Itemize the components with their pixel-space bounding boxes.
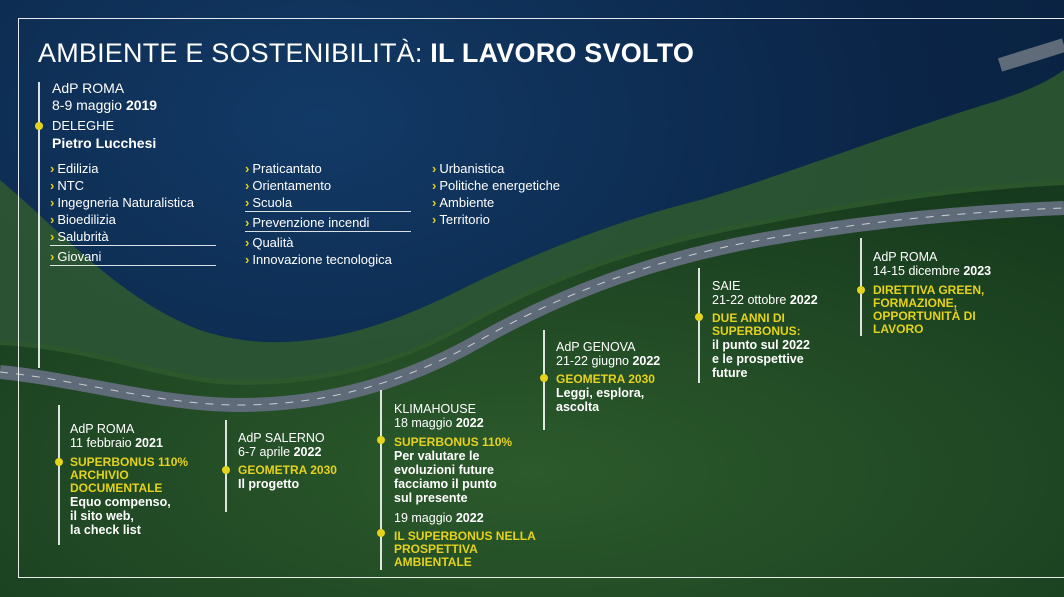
event-location: AdP GENOVA xyxy=(556,340,636,354)
event-genova-2022 xyxy=(556,340,660,414)
event-year-2: 2022 xyxy=(455,511,484,525)
event-desc: Equo compenso, il sito web, la check list xyxy=(70,495,171,537)
event-year: 2022 xyxy=(632,354,661,368)
deleghe-list-1 xyxy=(50,160,216,266)
event-roma-2021 xyxy=(70,422,220,537)
title-light: AMBIENTE E SOSTENIBILITÀ: xyxy=(38,38,431,68)
event-date: 21-22 giugno xyxy=(556,354,633,368)
list-item: › Urbanistica xyxy=(432,161,505,176)
event-highlight: DIRETTIVA GREEN, FORMAZIONE, OPPORTUNITÀ DI LAVORO xyxy=(873,283,985,336)
event-date: 14-15 dicembre xyxy=(873,264,964,278)
timeline-dot xyxy=(55,458,63,466)
event-location: AdP SALERNO xyxy=(238,431,325,445)
event-location: SAIE xyxy=(712,279,741,293)
event-location: AdP ROMA xyxy=(52,80,125,96)
list-item: › Territorio xyxy=(432,212,490,227)
event-roma-2019 xyxy=(52,80,157,114)
event-date: 8-9 maggio xyxy=(52,97,126,113)
event-highlight: GEOMETRA 2030 xyxy=(556,372,655,386)
list-item: › Politiche energetiche xyxy=(432,178,561,193)
list-item: › Salubrità xyxy=(50,228,216,246)
event-saie-2022 xyxy=(712,279,822,380)
event-desc: Il progetto xyxy=(238,477,300,491)
page-title xyxy=(38,38,694,69)
timeline-dot xyxy=(377,436,385,444)
event-highlight: GEOMETRA 2030 xyxy=(238,463,337,477)
list-item: › Prevenzione incendi xyxy=(245,212,411,232)
timeline-dot xyxy=(377,529,385,537)
event-year: 2021 xyxy=(135,436,163,450)
list-item: › Giovani xyxy=(50,246,216,266)
event-year: 2019 xyxy=(125,97,158,113)
deleghe-list-2 xyxy=(245,160,411,268)
list-item: › NTC xyxy=(50,178,85,193)
list-item: › Ambiente xyxy=(432,195,495,210)
deleghe-list-3 xyxy=(432,160,560,228)
list-item: › Edilizia xyxy=(50,161,99,176)
event-highlight: DUE ANNI DI SUPERBONUS: xyxy=(712,311,801,338)
event-klimahouse-2022 xyxy=(394,402,554,569)
timeline-dot xyxy=(35,122,43,130)
timeline-line-klimahouse xyxy=(380,390,382,570)
timeline-dot xyxy=(540,374,548,382)
event-location: AdP ROMA xyxy=(873,250,938,264)
timeline-dot xyxy=(222,466,230,474)
event-year: 2022 xyxy=(455,416,484,430)
event-date: 6-7 aprile xyxy=(238,445,294,459)
event-date-2: 19 maggio xyxy=(394,511,456,525)
event-desc: Per valutare le evoluzioni future facciamo il punto sul presente xyxy=(394,449,497,505)
list-item: › Praticantato xyxy=(245,161,322,176)
list-item: › Qualità xyxy=(245,235,294,250)
event-date: 21-22 ottobre xyxy=(712,293,790,307)
timeline-line-2021 xyxy=(58,405,60,545)
timeline-line-saie xyxy=(698,268,700,383)
timeline-dot xyxy=(695,313,703,321)
event-highlight: SUPERBONUS 110% ARCHIVIO DOCUMENTALE xyxy=(70,455,189,495)
event-highlight: SUPERBONUS 110% xyxy=(394,435,513,449)
list-item: › Scuola xyxy=(245,194,411,212)
event-desc: Leggi, esplora, ascolta xyxy=(556,386,645,414)
event-date: 11 febbraio xyxy=(70,436,136,450)
event-salerno-2022 xyxy=(238,431,337,491)
list-item: › Innovazione tecnologica xyxy=(245,252,392,267)
title-bold: IL LAVORO SVOLTO xyxy=(430,38,695,68)
deleghe-label: DELEGHE xyxy=(52,118,115,133)
event-year: 2022 xyxy=(789,293,818,307)
event-location: KLIMAHOUSE xyxy=(394,402,476,416)
deleghe-block xyxy=(52,119,156,150)
event-year: 2022 xyxy=(293,445,322,459)
list-item: › Ingegneria Naturalistica xyxy=(50,195,194,210)
list-item: › Orientamento xyxy=(245,178,332,193)
event-location: AdP ROMA xyxy=(70,422,135,436)
event-desc: il punto sul 2022 e le prospettive future xyxy=(712,338,810,380)
event-roma-2023 xyxy=(873,250,1013,336)
deleghe-name: Pietro Lucchesi xyxy=(52,135,157,151)
timeline-dot xyxy=(857,286,865,294)
event-highlight-2: IL SUPERBONUS NELLA PROSPETTIVA AMBIENTALE xyxy=(394,529,536,569)
event-year: 2023 xyxy=(963,264,992,278)
list-item: › Bioedilizia xyxy=(50,212,116,227)
event-date: 18 maggio xyxy=(394,416,456,430)
